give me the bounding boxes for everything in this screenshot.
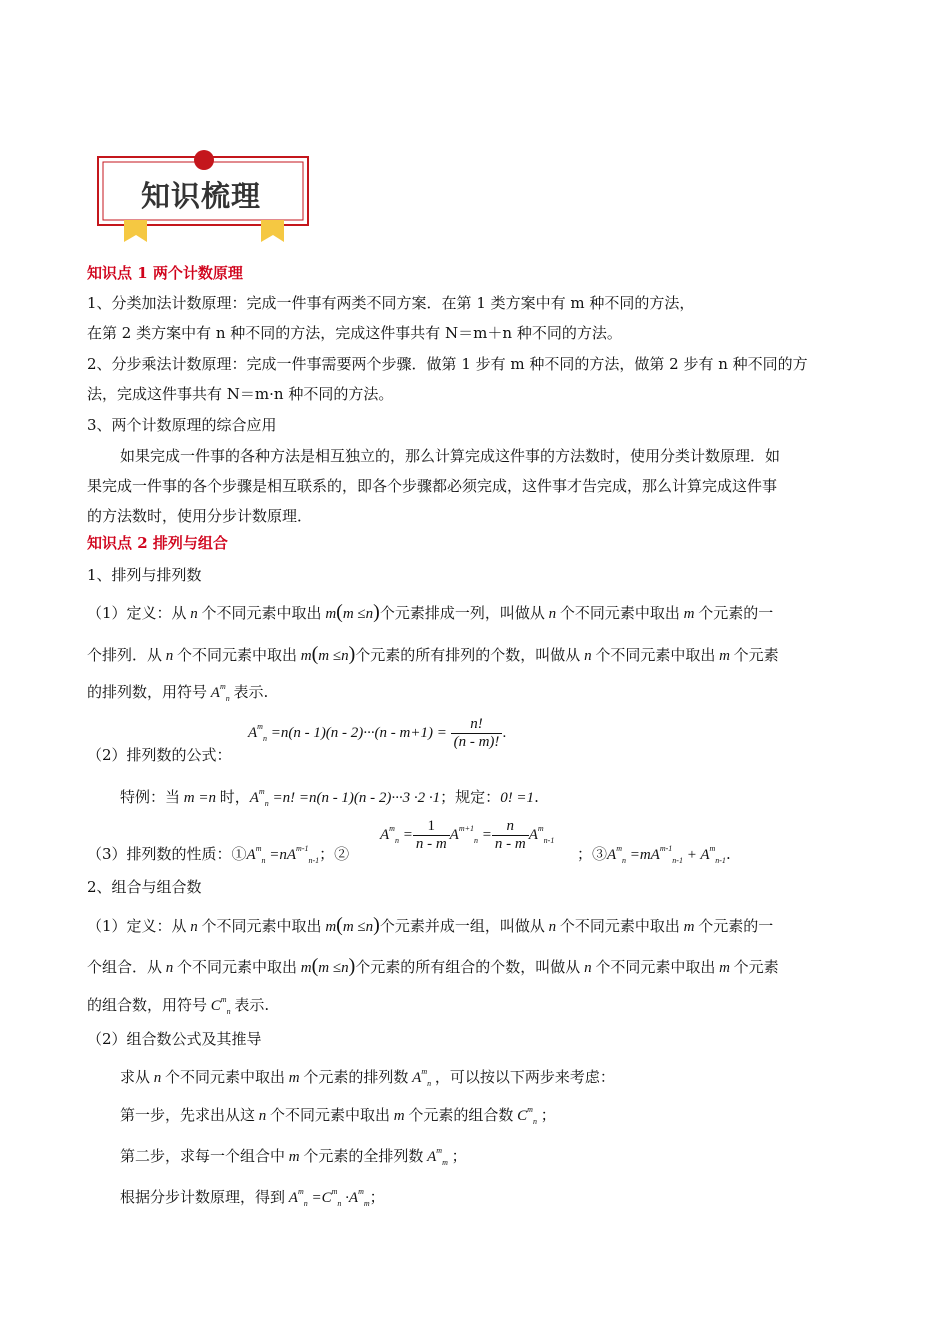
k2-formula-label: （2）排列数的公式： xyxy=(87,746,232,764)
k2-def-line2: 个排列．从 n 个不同元素中取出 m(m ≤n)个元素的所有排列的个数，叫做从 n 个不同元素中取出 m 个元素 xyxy=(87,643,779,665)
k1-p1a: 1、分类加法计数原理：完成一件事有两类不同方案．在第 1 类方案中有 m 种不同的方法， xyxy=(87,294,695,312)
k1-p1b: 在第 2 类方案中有 n 种不同的方法，完成这件事共有 N＝m＋n 种不同的方法。 xyxy=(87,324,622,342)
comb-def-line2: 个组合．从 n 个不同元素中取出 m(m ≤n)个元素的所有组合的个数，叫做从 n 个不同元素中取出 m 个元素 xyxy=(87,955,779,977)
k1-p2a: 2、分步乘法计数原理：完成一件事需要两个步骤．做第 1 步有 m 种不同的方法，做第 2 步有 n 种不同的方 xyxy=(87,355,808,373)
comb-step-result: 根据分步计数原理，得到 $A^m_n =C^m_n \cdot A^m_m$； xyxy=(120,1187,385,1208)
k1-p3: 3、两个计数原理的综合应用 xyxy=(87,416,277,434)
k2-s2: 2、组合与组合数 xyxy=(87,878,202,896)
k1-p4a: 如果完成一件事的各种方法是相互独立的，那么计算完成这件事的方法数时，使用分类计数原理．如 xyxy=(120,447,781,465)
section-banner xyxy=(97,150,309,245)
k1-p4b: 果完成一件事的各个步骤是相互联系的，即各个步骤都必须完成，这件事才告完成，那么计算完成这件事 xyxy=(87,477,778,495)
comb-def-line1: （1）定义：从 n 个不同元素中取出 m(m ≤n)个元素并成一组，叫做从 n 个不同元素中取出 m 个元素的一 xyxy=(87,914,774,936)
banner-title: 知识梳理 xyxy=(141,179,262,213)
comb-step-intro: 求从 n 个不同元素中取出 m 个元素的排列数 $A^m_n$ ，可以按以下两步来考虑： xyxy=(120,1067,615,1088)
k1-p2b: 法，完成这件事共有 N＝m·n 种不同的方法。 xyxy=(87,385,394,403)
comb-step-2: 第二步，求每一个组合中 m 个元素的全排列数 $A^m_m$ ； xyxy=(120,1146,467,1167)
perm-property-3: ；$③A^m_n =mA^{m-1}_{n-1} + A^m_{n-1}$. xyxy=(577,844,731,865)
k2-heading: 知识点 2 排列与组合 xyxy=(87,534,228,552)
pin-icon xyxy=(194,150,214,170)
k1-p4c: 的方法数时，使用分步计数原理． xyxy=(87,507,313,525)
k2-special-case: 特例：当 m =n 时，$A^m_n =n$! =n(n - 1)(n - 2)···3 ·2 ·1；规定：0! =1. xyxy=(120,787,539,808)
k2-def-line3: 的排列数，用符号 $A^m_n$ 表示. xyxy=(87,682,269,703)
k1-heading: 知识点 1 两个计数原理 xyxy=(87,264,243,282)
comb-def-line3: 的组合数，用符号 $C^m_n$ 表示. xyxy=(87,995,270,1016)
k2-def-line1: （1）定义：从 n 个不同元素中取出 m(m ≤n)个元素排成一列，叫做从 n 个不同元素中取出 m 个元素的一 xyxy=(87,601,774,623)
perm-property-2: $A^m_n$ = $\frac{1}{n - m}$ $A^{m+1}_n$ = $\frac{n}{n - m}$ $A^m_{n-1}$ xyxy=(380,818,555,852)
ribbon-left-icon xyxy=(124,220,147,242)
comb-step-1: 第一步，先求出从这 n 个不同元素中取出 m 个元素的组合数 $C^m_n$ ； xyxy=(120,1105,556,1126)
comb-formula-heading: （2）组合数公式及其推导 xyxy=(87,1030,262,1048)
perm-formula: $A^m_n =n(n - 1)(n - 2)\cdot\cdot\cdot(n - m+1)$ = $\frac{n!}{(n - m)!}$ . xyxy=(248,716,507,750)
k2-properties: （3）排列数的性质：$①A^m_n =nA^{m-1}_{n-1}$；② xyxy=(87,844,350,865)
ribbon-right-icon xyxy=(261,220,284,242)
k2-s1: 1、排列与排列数 xyxy=(87,566,202,584)
